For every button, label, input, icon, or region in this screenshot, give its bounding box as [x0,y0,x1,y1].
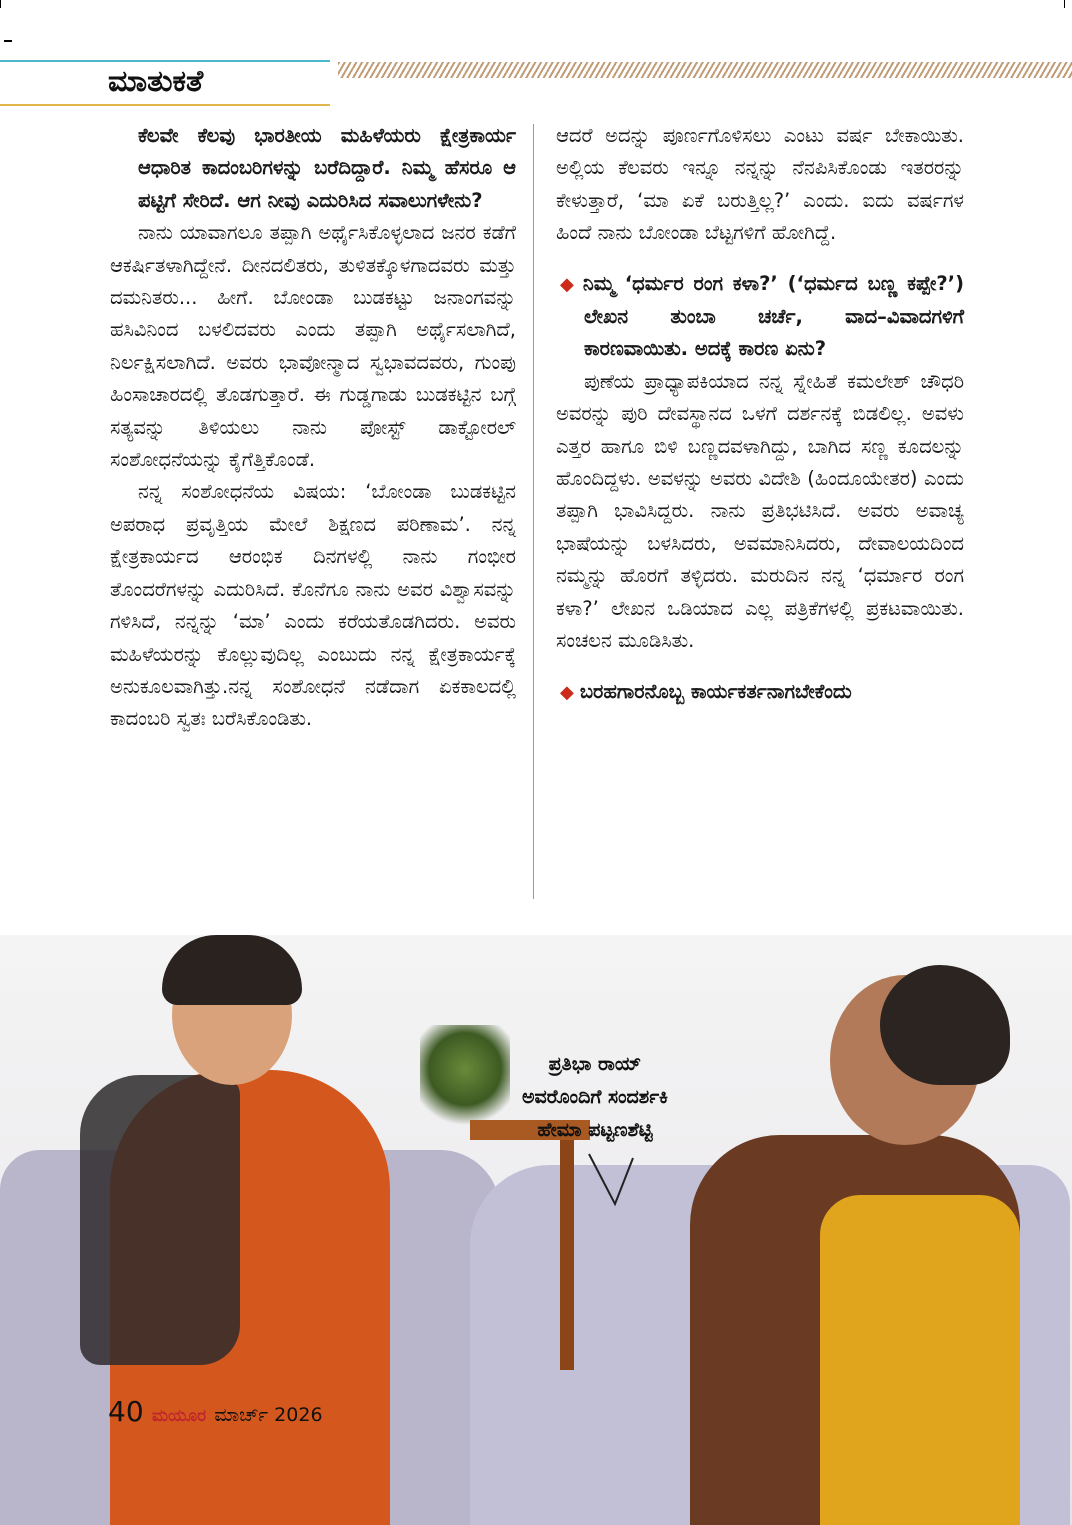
page-footer [108,1395,323,1428]
header-hatch-band [338,62,1072,78]
question-3 [556,676,964,709]
woman-left-hair [162,935,302,1005]
photo-caption [480,1048,710,1147]
woman-left-shawl [80,1075,240,1365]
crop-mark [4,40,12,42]
header-rule-bottom [0,104,330,106]
left-column [110,120,516,736]
section-title: ಮಾತುಕತೆ [108,64,204,99]
page-number: 40 [108,1395,144,1428]
caption-line-3: ಹೇಮಾ ಪಟ್ಟಣಶೆಟ್ಟಿ [537,1119,653,1141]
header-rule-top [0,60,330,62]
caption-line-2: ಅವರೊಂದಿಗೆ ಸಂದರ್ಶಕಿ [522,1086,668,1108]
diamond-bullet-icon: ◆ [560,681,574,703]
crop-mark [0,0,1,8]
spacer [556,250,964,268]
woman-right-saree-border [820,1195,1020,1525]
question-3-text: ಬರಹಗಾರನೊಬ್ಬ ಕಾರ್ಯಕರ್ತನಾಗಬೇಕೆಂದು [579,679,852,703]
answer-1-paragraph-1: ನಾನು ಯಾವಾಗಲೂ ತಪ್ಪಾಗಿ ಅರ್ಥೈಸಿಕೊಳ್ಳಲಾದ ಜನರ ಕಡೆಗೆ ಆಕರ್ಷಿತಳಾಗಿದ್ದೇನೆ. ದೀನದಲಿತರು, ತುಳಿತಕ್ಕೊಳಗಾದವರು ಮತ್ತು ದಮನಿತರು... ಹೀಗೆ. ಬೋಂಡಾ ಬುಡಕಟ್ಟು ಜನಾಂಗವನ್ನು ಹಸಿವಿನಿಂದ ಬಳಲಿದವರು ಎಂದು ತಪ್ಪಾಗಿ ಅರ್ಥೈಸಲಾಗಿದೆ, ನಿರ್ಲಕ್ಷಿಸಲಾಗಿದೆ. ಅವರು ಭಾವೋನ್ಮಾದ ಸ್ವಭಾವದವರು, ಗುಂಪು ಹಿಂಸಾಚಾರದಲ್ಲಿ ತೊಡಗುತ್ತಾರೆ. ಈ ಗುಡ್ಡಗಾಡು ಬುಡಕಟ್ಟಿನ ಬಗ್ಗೆ ಸತ್ಯವನ್ನು ತಿಳಿಯಲು ನಾನು ಪೋಸ್ಟ್ ಡಾಕ್ಟೋರಲ್ ಸಂಶೋಧನೆಯನ್ನು ಕೈಗೆತ್ತಿಕೊಂಡೆ. [110,221,516,472]
woman-right-hair [880,965,1010,1085]
side-table-leg [560,1140,574,1370]
column-divider [533,124,534,899]
interview-photo [0,935,1072,1525]
answer-1-continuation: ಆದರೆ ಅದನ್ನು ಪೂರ್ಣಗೊಳಿಸಲು ಎಂಟು ವರ್ಷ ಬೇಕಾಯಿತು. ಅಲ್ಲಿಯ ಕೆಲವರು ಇನ್ನೂ ನನ್ನನ್ನು ನೆನಪಿಸಿಕೊಂಡು ಇತರರನ್ನು ಕೇಳುತ್ತಾರೆ, ‘ಮಾ ಏಕೆ ಬರುತ್ತಿಲ್ಲ?’ ಎಂದು. ಐದು ವರ್ಷಗಳ ಹಿಂದೆ ನಾನು ಬೋಂಡಾ ಬೆಟ್ಟಗಳಿಗೆ ಹೋಗಿದ್ದೆ. [556,124,964,245]
speech-bubble-tail-icon [585,1150,645,1210]
issue-month: ಮಾರ್ಚ್ 2026 [214,1404,323,1426]
caption-line-1: ಪ್ರತಿಭಾ ರಾಯ್ [548,1053,642,1075]
right-column [556,120,964,709]
question-2 [556,268,964,366]
answer-2: ಪುಣೆಯ ಪ್ರಾಧ್ಯಾಪಕಿಯಾದ ನನ್ನ ಸ್ನೇಹಿತೆ ಕಮಲೇಶ್ ಚೌಧರಿ ಅವರನ್ನು ಪುರಿ ದೇವಸ್ಥಾನದ ಒಳಗೆ ದರ್ಶನಕ್ಕೆ ಬಿಡಲಿಲ್ಲ. ಅವಳು ಎತ್ತರ ಹಾಗೂ ಬಿಳಿ ಬಣ್ಣದವಳಾಗಿದ್ದು, ಬಾಗಿದ ಸಣ್ಣ ಕೂದಲನ್ನು ಹೊಂದಿದ್ದಳು. ಅವಳನ್ನು ಅವರು ವಿದೇಶಿ (ಹಿಂದೂಯೇತರ) ಎಂದು ತಪ್ಪಾಗಿ ಭಾವಿಸಿದ್ದರು. ನಾನು ಪ್ರತಿಭಟಿಸಿದೆ. ಅವರು ಅವಾಚ್ಯ ಭಾಷೆಯನ್ನು ಬಳಸಿದರು, ಅವಮಾನಿಸಿದರು, ದೇವಾಲಯದಿಂದ ನಮ್ಮನ್ನು ಹೊರಗೆ ತಳ್ಳಿದರು. ಮರುದಿನ ನನ್ನ ‘ಧರ್ಮಾರ ರಂಗ ಕಳಾ?’ ಲೇಖನ ಒಡಿಯಾದ ಎಲ್ಲ ಪತ್ರಿಕೆಗಳಲ್ಲಿ ಪ್ರಕಟವಾಯಿತು. ಸಂಚಲನ ಮೂಡಿಸಿತು. [556,369,964,653]
crop-mark [1064,0,1065,8]
question-2-text: ನಿಮ್ಮ ‘ಧರ್ಮರ ರಂಗ ಕಳಾ?’ (‘ಧರ್ಮದ ಬಣ್ಣ ಕಪ್ಪೇ?’) ಲೇಖನ ತುಂಬಾ ಚರ್ಚೆ, ವಾದ–ವಿವಾದಗಳಿಗೆ ಕಾರಣವಾಯಿತು. ಅದಕ್ಕೆ ಕಾರಣ ಏನು? [582,271,964,361]
answer-1-paragraph-2: ನನ್ನ ಸಂಶೋಧನೆಯ ವಿಷಯ: ‘ಬೋಂಡಾ ಬುಡಕಟ್ಟಿನ ಅಪರಾಧ ಪ್ರವೃತ್ತಿಯ ಮೇಲೆ ಶಿಕ್ಷಣದ ಪರಿಣಾಮ’. ನನ್ನ ಕ್ಷೇತ್ರಕಾರ್ಯದ ಆರಂಭಿಕ ದಿನಗಳಲ್ಲಿ ನಾನು ಗಂಭೀರ ತೊಂದರೆಗಳನ್ನು ಎದುರಿಸಿದೆ. ಕೊನೆಗೂ ನಾನು ಅವರ ವಿಶ್ವಾಸವನ್ನು ಗಳಿಸಿದೆ, ನನ್ನನ್ನು ‘ಮಾ’ ಎಂದು ಕರೆಯತೊಡಗಿದರು. ಅವರು ಮಹಿಳೆಯರನ್ನು ಕೊಲ್ಲುವುದಿಲ್ಲ ಎಂಬುದು ನನ್ನ ಕ್ಷೇತ್ರಕಾರ್ಯಕ್ಕೆ ಅನುಕೂಲವಾಗಿತ್ತು.ನನ್ನ ಸಂಶೋಧನೆ ನಡೆದಾಗ ಏಕಕಾಲದಲ್ಲಿ ಕಾದಂಬರಿ ಸ್ವತಃ ಬರೆಸಿಕೊಂಡಿತು. [110,480,516,731]
question-1: ಕೆಲವೇ ಕೆಲವು ಭಾರತೀಯ ಮಹಿಳೆಯರು ಕ್ಷೇತ್ರಕಾರ್ಯ ಆಧಾರಿತ ಕಾದಂಬರಿಗಳನ್ನು ಬರೆದಿದ್ದಾರೆ. ನಿಮ್ಮ ಹೆಸರೂ ಆ ಪಟ್ಟಿಗೆ ಸೇರಿದೆ. ಆಗ ನೀವು ಎದುರಿಸಿದ ಸವಾಲುಗಳೇನು? [138,124,516,212]
diamond-bullet-icon: ◆ [560,273,577,295]
magazine-name: ಮಯೂರ [151,1406,207,1426]
spacer [556,658,964,676]
